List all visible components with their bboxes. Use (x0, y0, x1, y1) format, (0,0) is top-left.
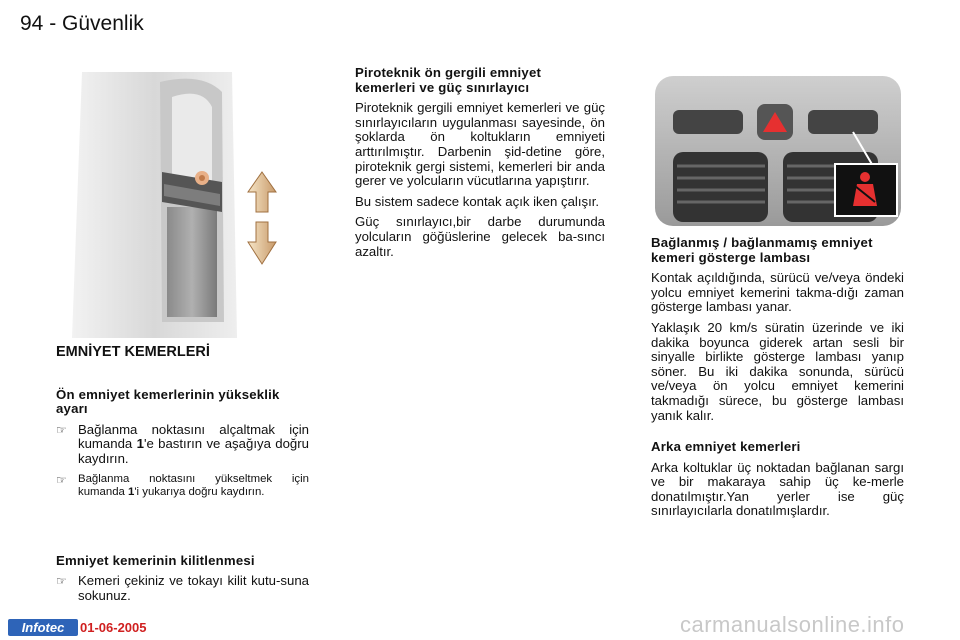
right-column (651, 236, 904, 423)
pointing-hand-icon: ☞ (56, 574, 67, 589)
left-column (56, 345, 309, 603)
height-adjust-heading: Ön emniyet kemerlerinin yükseklik ayarı (56, 386, 280, 417)
pointing-hand-icon: ☞ (56, 422, 67, 437)
page-title: Güvenlik (62, 12, 144, 35)
paragraph: Yaklaşık 20 km/s süratin üzerinde ve iki dakika boyunca giderek artan sesli bir sinyalle birlikte gösterge lambası yanıp söner. Bu iki dakika sonunda, sürücü ve/veya ön yolcu emniyet kemerini takmadığı sürece, bu gösterge lambası yanık kalır. (651, 319, 904, 423)
paragraph: Bu sistem sadece kontak açık iken çalışır. (355, 193, 600, 209)
rear-belts-section (651, 440, 904, 519)
watermark[interactable]: carmanualsonline.info (680, 612, 905, 637)
page-number: 94 (20, 12, 44, 35)
header-separator: - (49, 12, 57, 35)
page-header (20, 12, 144, 36)
pointing-hand-icon: ☞ (56, 472, 67, 487)
paragraph: Kontak açıldığında, sürücü ve/veya öndeki yolcu emniyet kemerini takma-dığı zaman gösterge lambası yanar. (651, 270, 904, 315)
rear-belts-heading: Arka emniyet kemerleri (651, 439, 801, 454)
warning-lamp-heading: Bağlanmış / bağlanmamış emniyet kemeri gösterge lambası (651, 235, 873, 265)
list-item: ☞ Bağlanma noktasını yükseltmek için kumanda 1'i yukarıya doğru kaydırın. (56, 472, 309, 498)
pretensioner-heading: Piroteknik ön gergili emniyet kemerleri ve güç sınırlayıcı (355, 65, 542, 95)
paragraph: Arka koltuklar üç noktadan bağlanan sargı ve bir makaraya sahip üç ke-merle donatılmıştır.Yan yerler ise güç sınırlayıcılarla donatılmışlardır. (651, 459, 904, 519)
infotec-logo: Infotec (8, 619, 78, 636)
middle-column (355, 66, 605, 259)
control-number: 1 (136, 436, 144, 452)
section-title: EMNİYET KEMERLERİ (56, 344, 210, 360)
footer-date: 01-06-2005 (80, 620, 147, 635)
list-item: ☞ Kemeri çekiniz ve tokayı kilit kutu-suna sokunuz. (56, 573, 309, 603)
seatbelt-height-adjuster-image (62, 72, 280, 338)
paragraph: Piroteknik gergili emniyet kemerleri ve güç sınırlayıcıların uygulanması sayesinde, ön şoklarda ön koltukların emniyeti arttırılmıştır. Darbenin şid-detine göre, piroteknik gergi sistemi, kemerleri bir anda gerer ve yolcuların vücutlarına yapıştırır. (355, 100, 605, 189)
belt-lock-heading: Emniyet kemerinin kilitlenmesi (56, 552, 255, 568)
dashboard-warning-lamp-image (653, 74, 903, 228)
list-item: ☞ Bağlanma noktasını alçaltmak için kumanda 1'e bastırın ve aşağıya doğru kaydırın. (56, 421, 309, 466)
paragraph: Güç sınırlayıcı,bir darbe durumunda yolcuların göğüslerine gelecek ba-sıncı azaltır. (355, 214, 605, 259)
control-number: 1 (128, 485, 135, 498)
